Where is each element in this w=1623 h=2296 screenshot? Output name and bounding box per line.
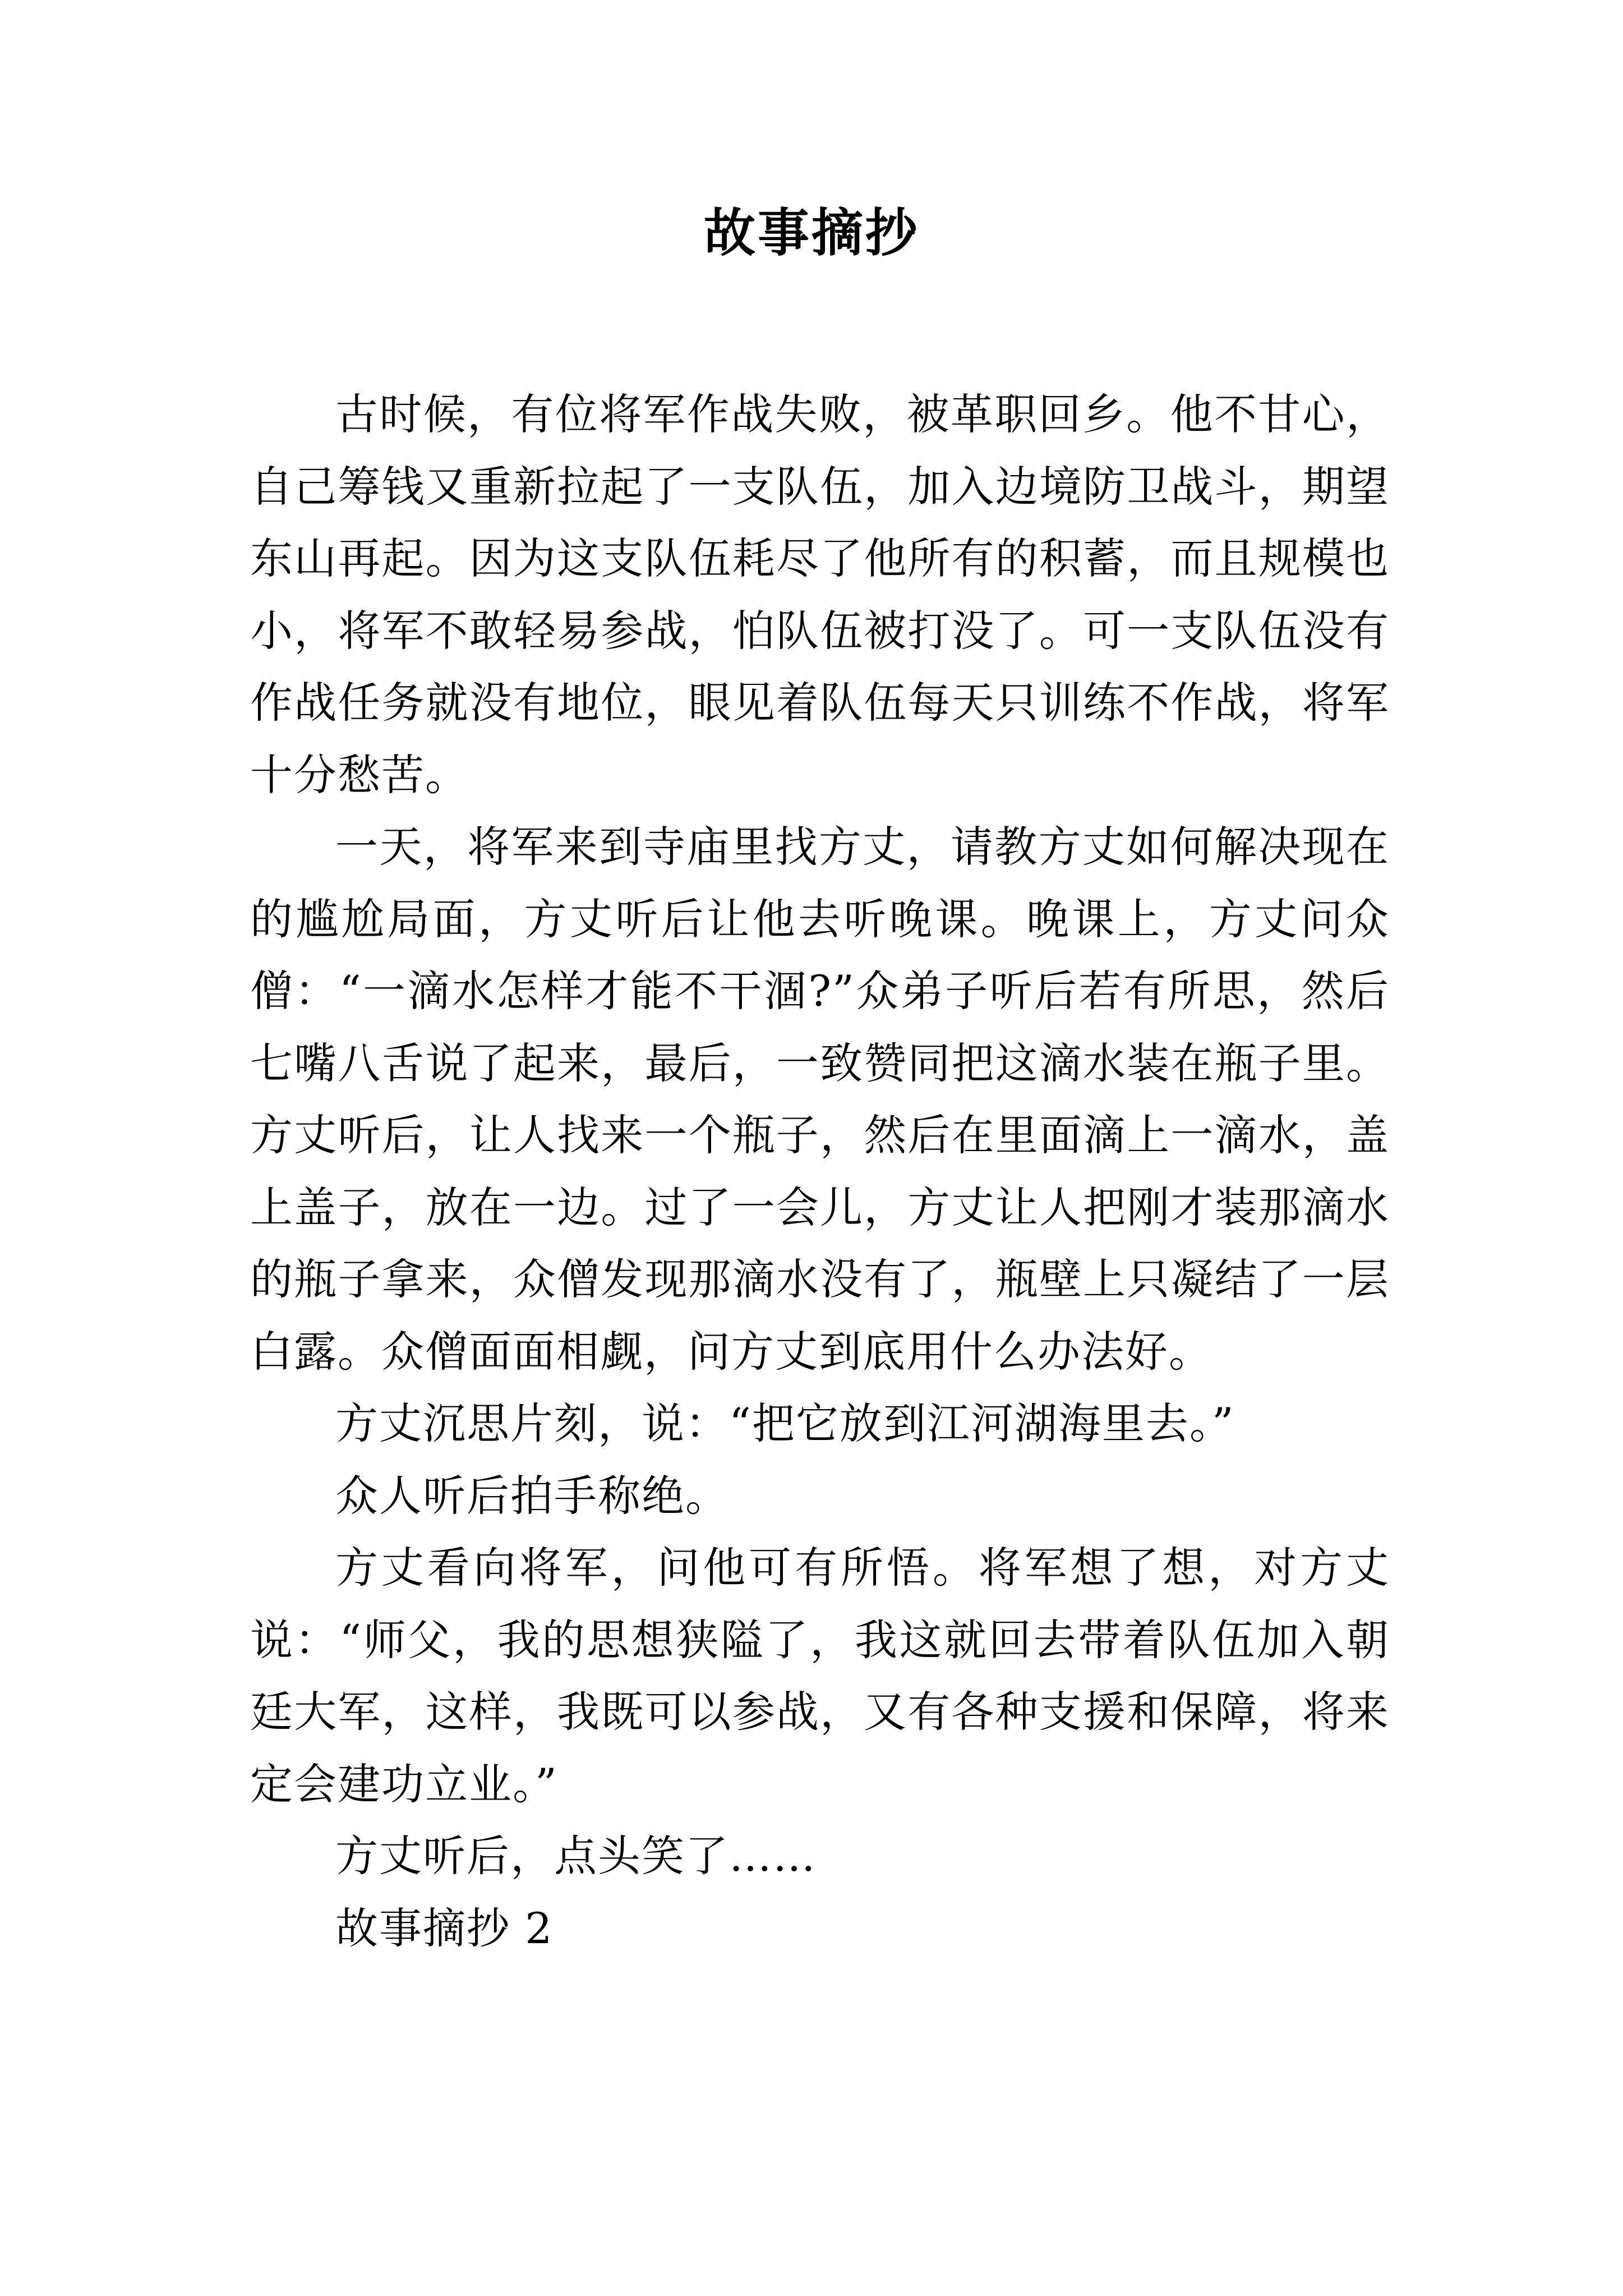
paragraph: 一天，将军来到寺庙里找方丈，请教方丈如何解决现在的尴尬局面，方丈听后让他去听晚课。晚课上，方丈问众僧：“一滴水怎样才能不干涸?”众弟子听后若有所思，然后七嘴八舌说了起来，最后，一致赞同把这滴水装在瓶子里。方丈听后，让人找来一个瓶子，然后在里面滴上一滴水，盖上盖子，放在一边。过了一会儿，方丈让人把刚才装那滴水的瓶子拿来，众僧发现那滴水没有了，瓶壁上只凝结了一层白露。众僧面面相觑，问方丈到底用什么办法好。: [250, 822, 1390, 1377]
paragraph: 众人听后拍手称绝。: [335, 1470, 729, 1521]
paragraph: 方丈听后，点头笑了……: [335, 1831, 817, 1881]
section-heading: 故事摘抄 2: [335, 1903, 554, 1953]
paragraph: 方丈沉思片刻，说：“把它放到江河湖海里去。”: [335, 1398, 1235, 1448]
paragraph: 古时候，有位将军作战失败，被革职回乡。他不甘心，自己筹钱又重新拉起了一支队伍，加入边境防卫战斗，期望东山再起。因为这支队伍耗尽了他所有的积蓄，而且规模也小，将军不敢轻易参战，怕队伍被打没了。可一支队伍没有作战任务就没有地位，眼见着队伍每天只训练不作战，将军十分愁苦。: [250, 389, 1390, 800]
document-title: 故事摘抄: [703, 203, 919, 263]
document-body: [250, 379, 1390, 1964]
paragraph: 方丈看向将军，问他可有所悟。将军想了想，对方丈说：“师父，我的思想狭隘了，我这就回去带着队伍加入朝廷大军，这样，我既可以参战，又有各种支援和保障，将来定会建功立业。”: [250, 1543, 1390, 1809]
